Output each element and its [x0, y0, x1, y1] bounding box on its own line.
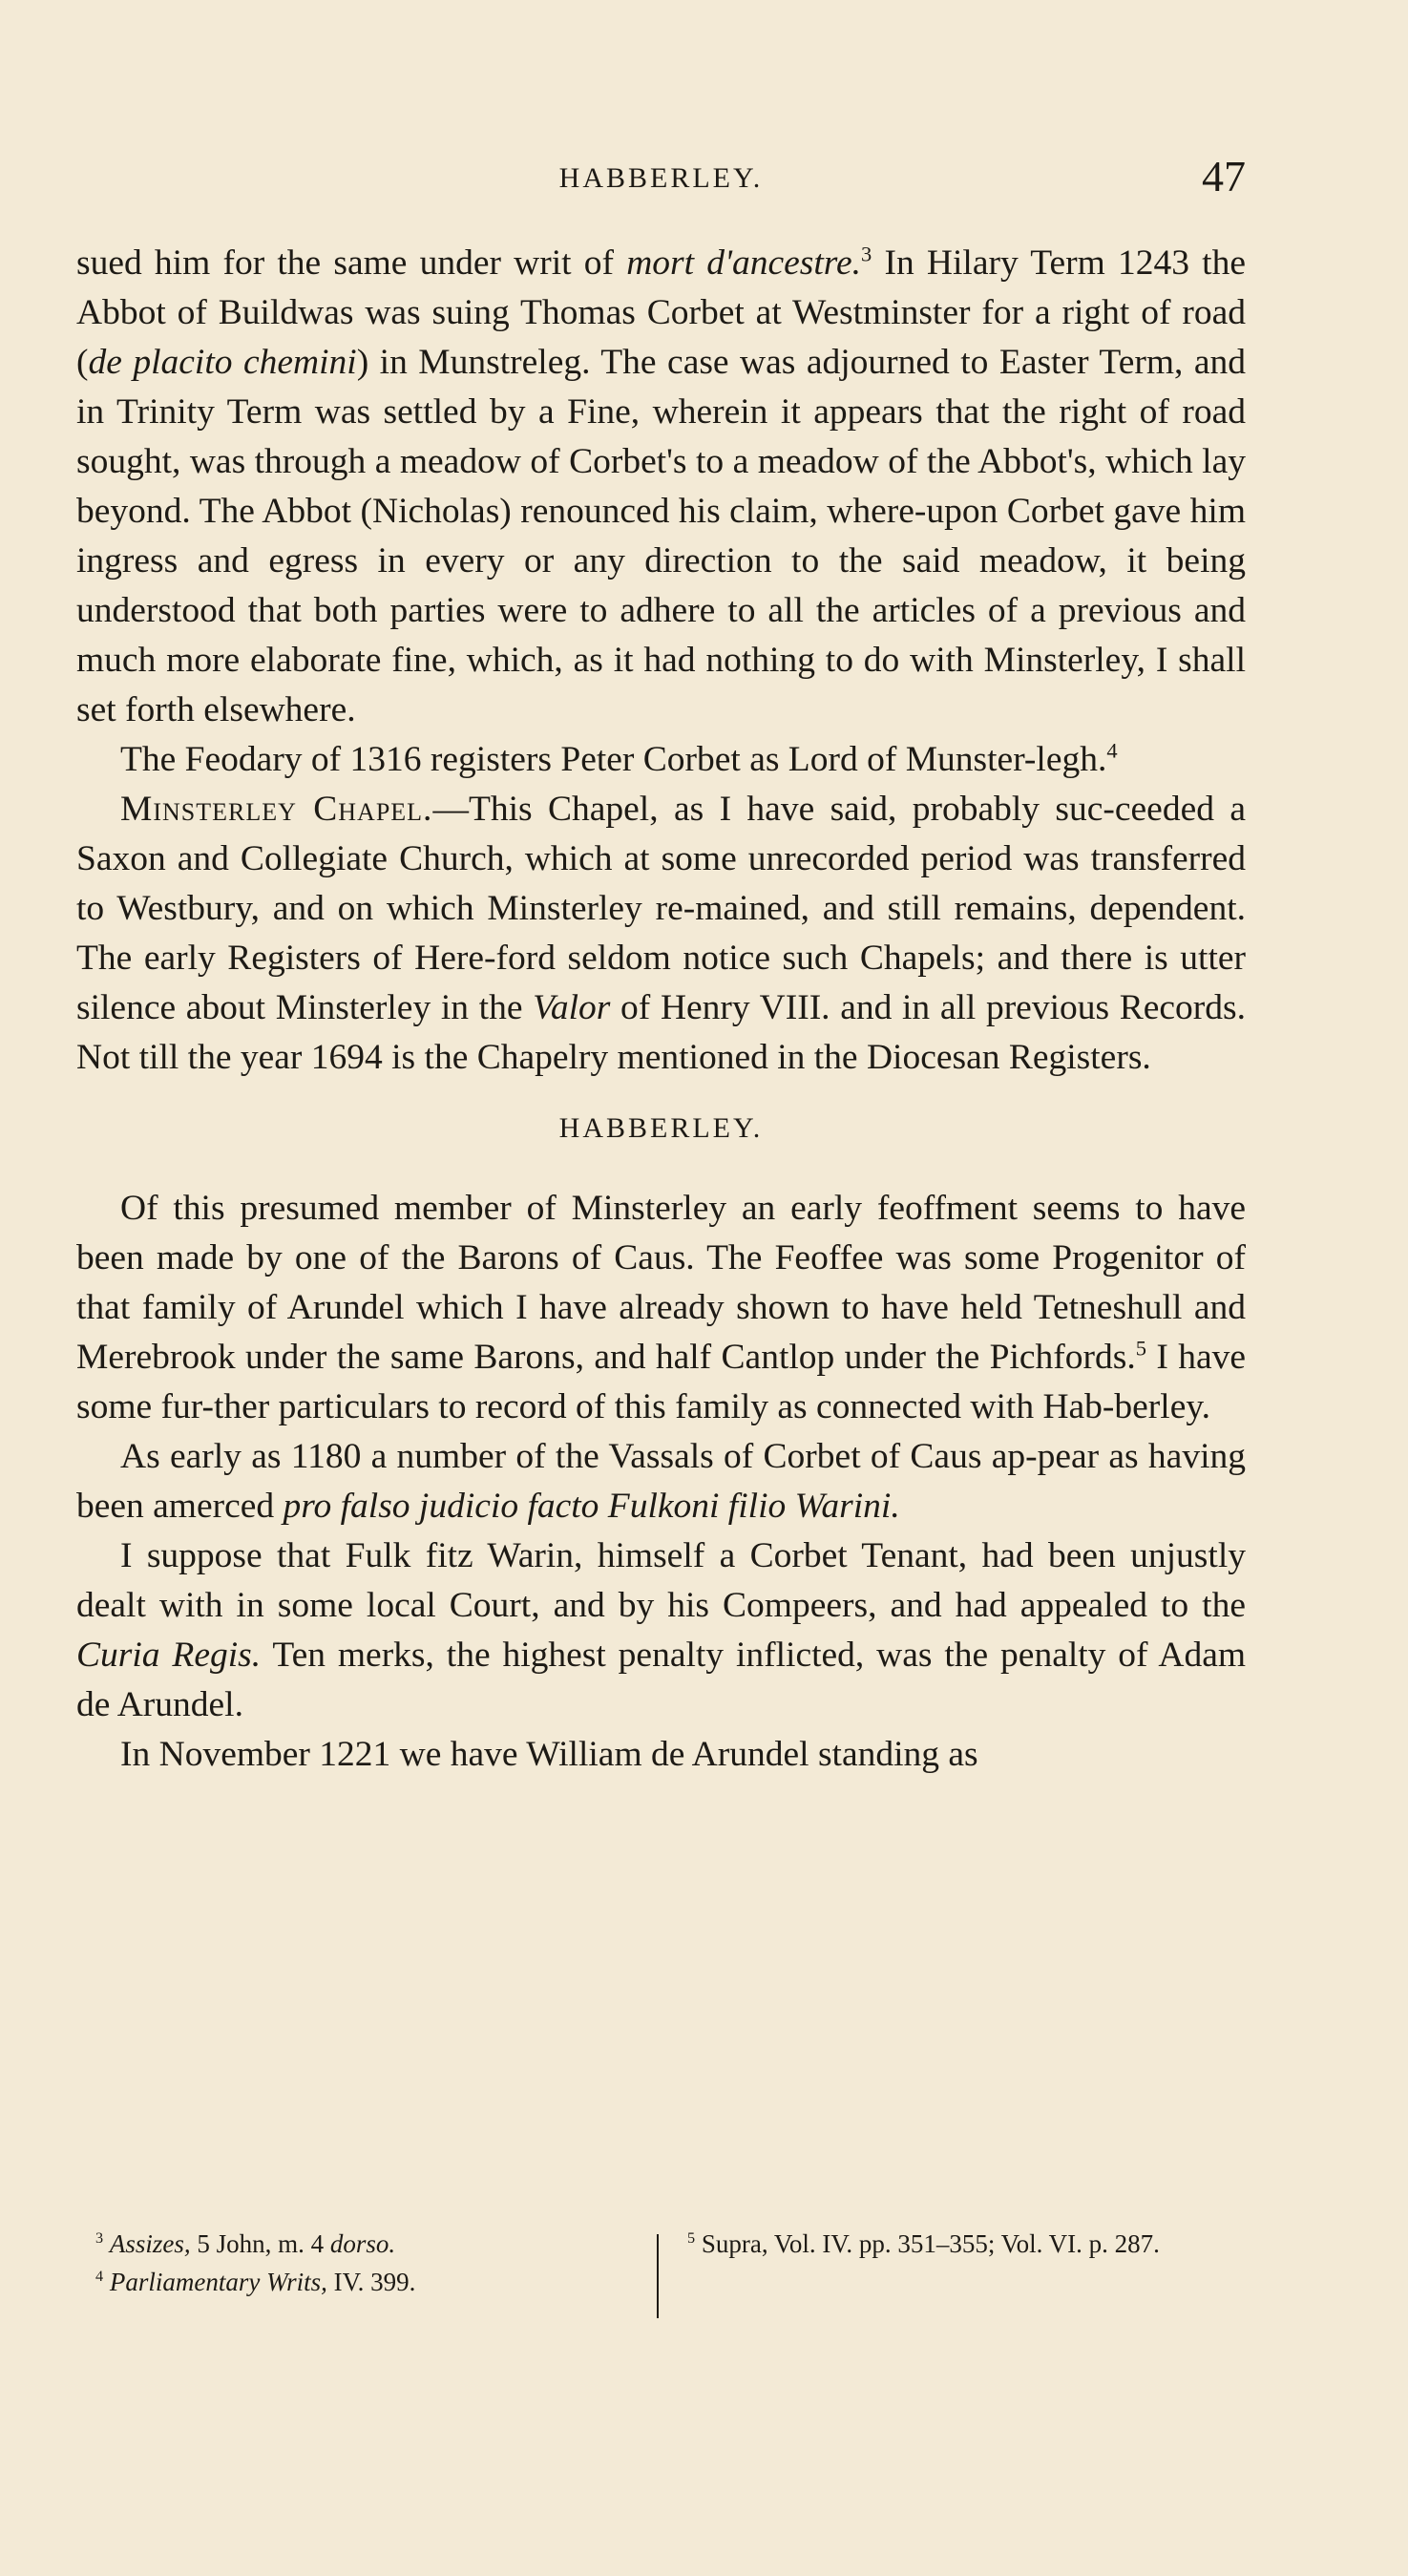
paragraph-5	[76, 1432, 1246, 1531]
p3-italic-b: Valor	[533, 988, 611, 1027]
chapel-heading: Minsterley Chapel.	[120, 790, 433, 829]
footnote-3-number: 3	[95, 2229, 104, 2247]
footnotes-right-column	[687, 2225, 1246, 2263]
footnote-4-italic: Parliamentary Writs,	[109, 2268, 327, 2296]
p2-text-a: The Feodary of 1316 registers Peter Corbet as Lord of Munster-legh.	[120, 740, 1107, 779]
footnote-4-number: 4	[95, 2268, 104, 2285]
p1-italic-d: de placito chemini	[88, 343, 357, 382]
p1-text-c: In Hilary Term 1243 the Abbot of Buildwas was suing Thomas Corbet at Westminster for a right of road (	[76, 243, 1246, 382]
running-title: HABBERLEY.	[558, 162, 764, 194]
footnotes	[95, 2225, 1246, 2330]
paragraph-4	[76, 1184, 1246, 1432]
p6-italic-b: Curia Regis.	[76, 1636, 262, 1675]
p1-text-a: sued him for the same under writ of	[76, 243, 627, 283]
footnote-3-text: 5 John, m. 4	[190, 2229, 330, 2258]
footnote-divider	[657, 2234, 659, 2318]
footnote-5-number: 5	[687, 2229, 696, 2247]
footnote-ref-4: 4	[1106, 738, 1118, 763]
footnote-4-text: IV. 399.	[326, 2268, 416, 2296]
page-header	[76, 151, 1246, 208]
p4-text-b: I have some fur-ther particulars to record of this family as connected with Hab-berley.	[76, 1338, 1246, 1426]
p5-italic-b: pro falso judicio facto Fulkoni filio Warini.	[283, 1487, 900, 1526]
footnote-5-text: Supra, Vol. IV. pp. 351–355; Vol. VI. p. 287.	[701, 2229, 1160, 2258]
p3-text-a: —This Chapel, as I have said, probably suc-ceeded a Saxon and Collegiate Church, which at some unrecorded period was transferred to Westbury, and on which Minsterley re-mained, and still remains, dependent. The early Registers of Here-ford seldom notice such Chapels; and there is utter silence about Minsterley in the	[76, 790, 1246, 1027]
p6-text-a: I suppose that Fulk fitz Warin, himself a Corbet Tenant, had been unjustly dealt with in some local Court, and by his Compeers, and had appealed to the	[76, 1536, 1246, 1625]
paragraph-3	[76, 785, 1246, 1083]
page-number: 47	[1202, 152, 1246, 201]
footnote-3-italic2: dorso.	[329, 2229, 396, 2258]
p1-text-e: ) in Munstreleg. The case was adjourned to Easter Term, and in Trinity Term was settled by a Fine, wherein it appears that the right of road sought, was through a meadow of Corbet's to a meadow of the Abbot's, which lay beyond. The Abbot (Nicholas) renounced his claim, where-upon Corbet gave him ingress and egress in every or any direction to the said meadow, it being understood that both parties were to adhere to all the articles of a previous and much more elaborate fine, which, as it had nothing to do with Minsterley, I shall set forth elsewhere.	[76, 343, 1246, 729]
body-text	[76, 239, 1246, 1780]
footnote-3-italic: Assizes,	[109, 2229, 191, 2258]
paragraph-2	[76, 735, 1246, 785]
footnote-3	[95, 2225, 630, 2263]
paragraph-1	[76, 239, 1246, 735]
footnote-ref-5: 5	[1135, 1336, 1146, 1361]
p5-text-a: As early as 1180 a number of the Vassals of Corbet of Caus ap-pear as having been amerced	[76, 1437, 1246, 1526]
section-heading: HABBERLEY.	[558, 1112, 764, 1144]
footnote-5	[687, 2225, 1246, 2263]
footnote-ref-3: 3	[861, 242, 872, 266]
paragraph-7	[76, 1730, 1246, 1780]
footnotes-left-column	[95, 2225, 630, 2301]
p4-text-a: Of this presumed member of Minsterley an early feoffment seems to have been made by one of the Barons of Caus. The Feoffee was some Progenitor of that family of Arundel which I have already shown to have held Tetneshull and Merebrook under the same Barons, and half Cantlop under the Pichfords.	[76, 1189, 1246, 1377]
p3-text-c: of Henry VIII. and in all previous Records. Not till the year 1694 is the Chapelry mentioned in the Diocesan Registers.	[76, 988, 1246, 1077]
p6-text-c: Ten merks, the highest penalty inflicted, was the penalty of Adam de Arundel.	[76, 1636, 1247, 1724]
footnote-4	[95, 2263, 630, 2301]
p1-italic-b: mort d'ancestre.	[626, 243, 862, 283]
paragraph-6	[76, 1531, 1246, 1730]
p7-text-a: In November 1221 we have William de Arundel standing as	[120, 1735, 978, 1774]
